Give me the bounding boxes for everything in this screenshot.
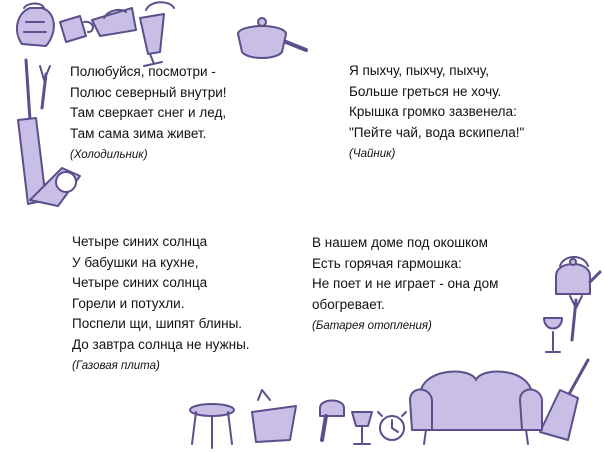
riddle-answer: (Чайник) xyxy=(349,148,396,160)
lamp-icon xyxy=(352,412,372,444)
riddle-line: Крышка громко зазвенела: xyxy=(349,104,517,119)
riddle-line: До завтра солнца не нужны. xyxy=(72,336,250,352)
riddle-line: Больше греться не хочу. xyxy=(349,83,502,99)
riddle-answer: (Газовая плита) xyxy=(72,360,160,372)
riddle-line: Четыре синих солнца xyxy=(72,275,208,290)
riddle-line: В нашем доме под окошком xyxy=(312,235,488,250)
table-icon xyxy=(252,390,296,442)
riddle-answer: (Холодильник) xyxy=(70,149,148,161)
riddle-line: Я пыхчу, пыхчу, пыхчу, xyxy=(349,63,489,78)
fork-icon xyxy=(570,296,582,340)
riddle-radiator xyxy=(312,233,498,336)
riddle-kettle xyxy=(349,61,524,164)
cup-icon xyxy=(60,16,93,42)
riddle-line: "Пейте чай, вода вскипела!" xyxy=(349,124,525,140)
saucepan-icon xyxy=(238,18,306,58)
riddle-gas-stove xyxy=(72,232,250,376)
hair-dryer-icon xyxy=(320,401,344,441)
vase-icon xyxy=(17,4,54,47)
riddle-refrigerator xyxy=(70,62,227,165)
glass-icon xyxy=(140,2,174,66)
riddle-line: Есть горячая гармошка: xyxy=(312,255,462,271)
riddle-answer: (Батарея отопления) xyxy=(312,320,432,332)
broom-icon xyxy=(540,360,588,440)
riddle-line: Не поет и не играет - она дом xyxy=(312,276,499,291)
kettle-icon xyxy=(556,257,600,294)
fork-icon xyxy=(40,66,50,108)
riddle-line: Там сама зима живет. xyxy=(70,125,207,141)
iron-icon xyxy=(92,8,136,36)
riddle-line: Поспели щи, шипят блины. xyxy=(72,316,243,331)
riddle-line: Четыре синих солнца xyxy=(72,234,208,249)
riddle-line: обогревает. xyxy=(312,296,385,312)
riddle-line: Полюбуйся, посмотри - xyxy=(70,64,216,79)
alarm-clock-icon xyxy=(378,412,406,440)
wine-glass-icon xyxy=(544,318,562,352)
riddle-line: У бабушки на кухне, xyxy=(72,254,199,270)
riddle-line: Там сверкает снег и лед, xyxy=(70,105,227,120)
riddle-line: Горели и потухли. xyxy=(72,295,185,311)
stool-icon xyxy=(190,404,234,448)
armchair-icon xyxy=(410,372,542,444)
riddle-line: Полюс северный внутри! xyxy=(70,84,227,100)
